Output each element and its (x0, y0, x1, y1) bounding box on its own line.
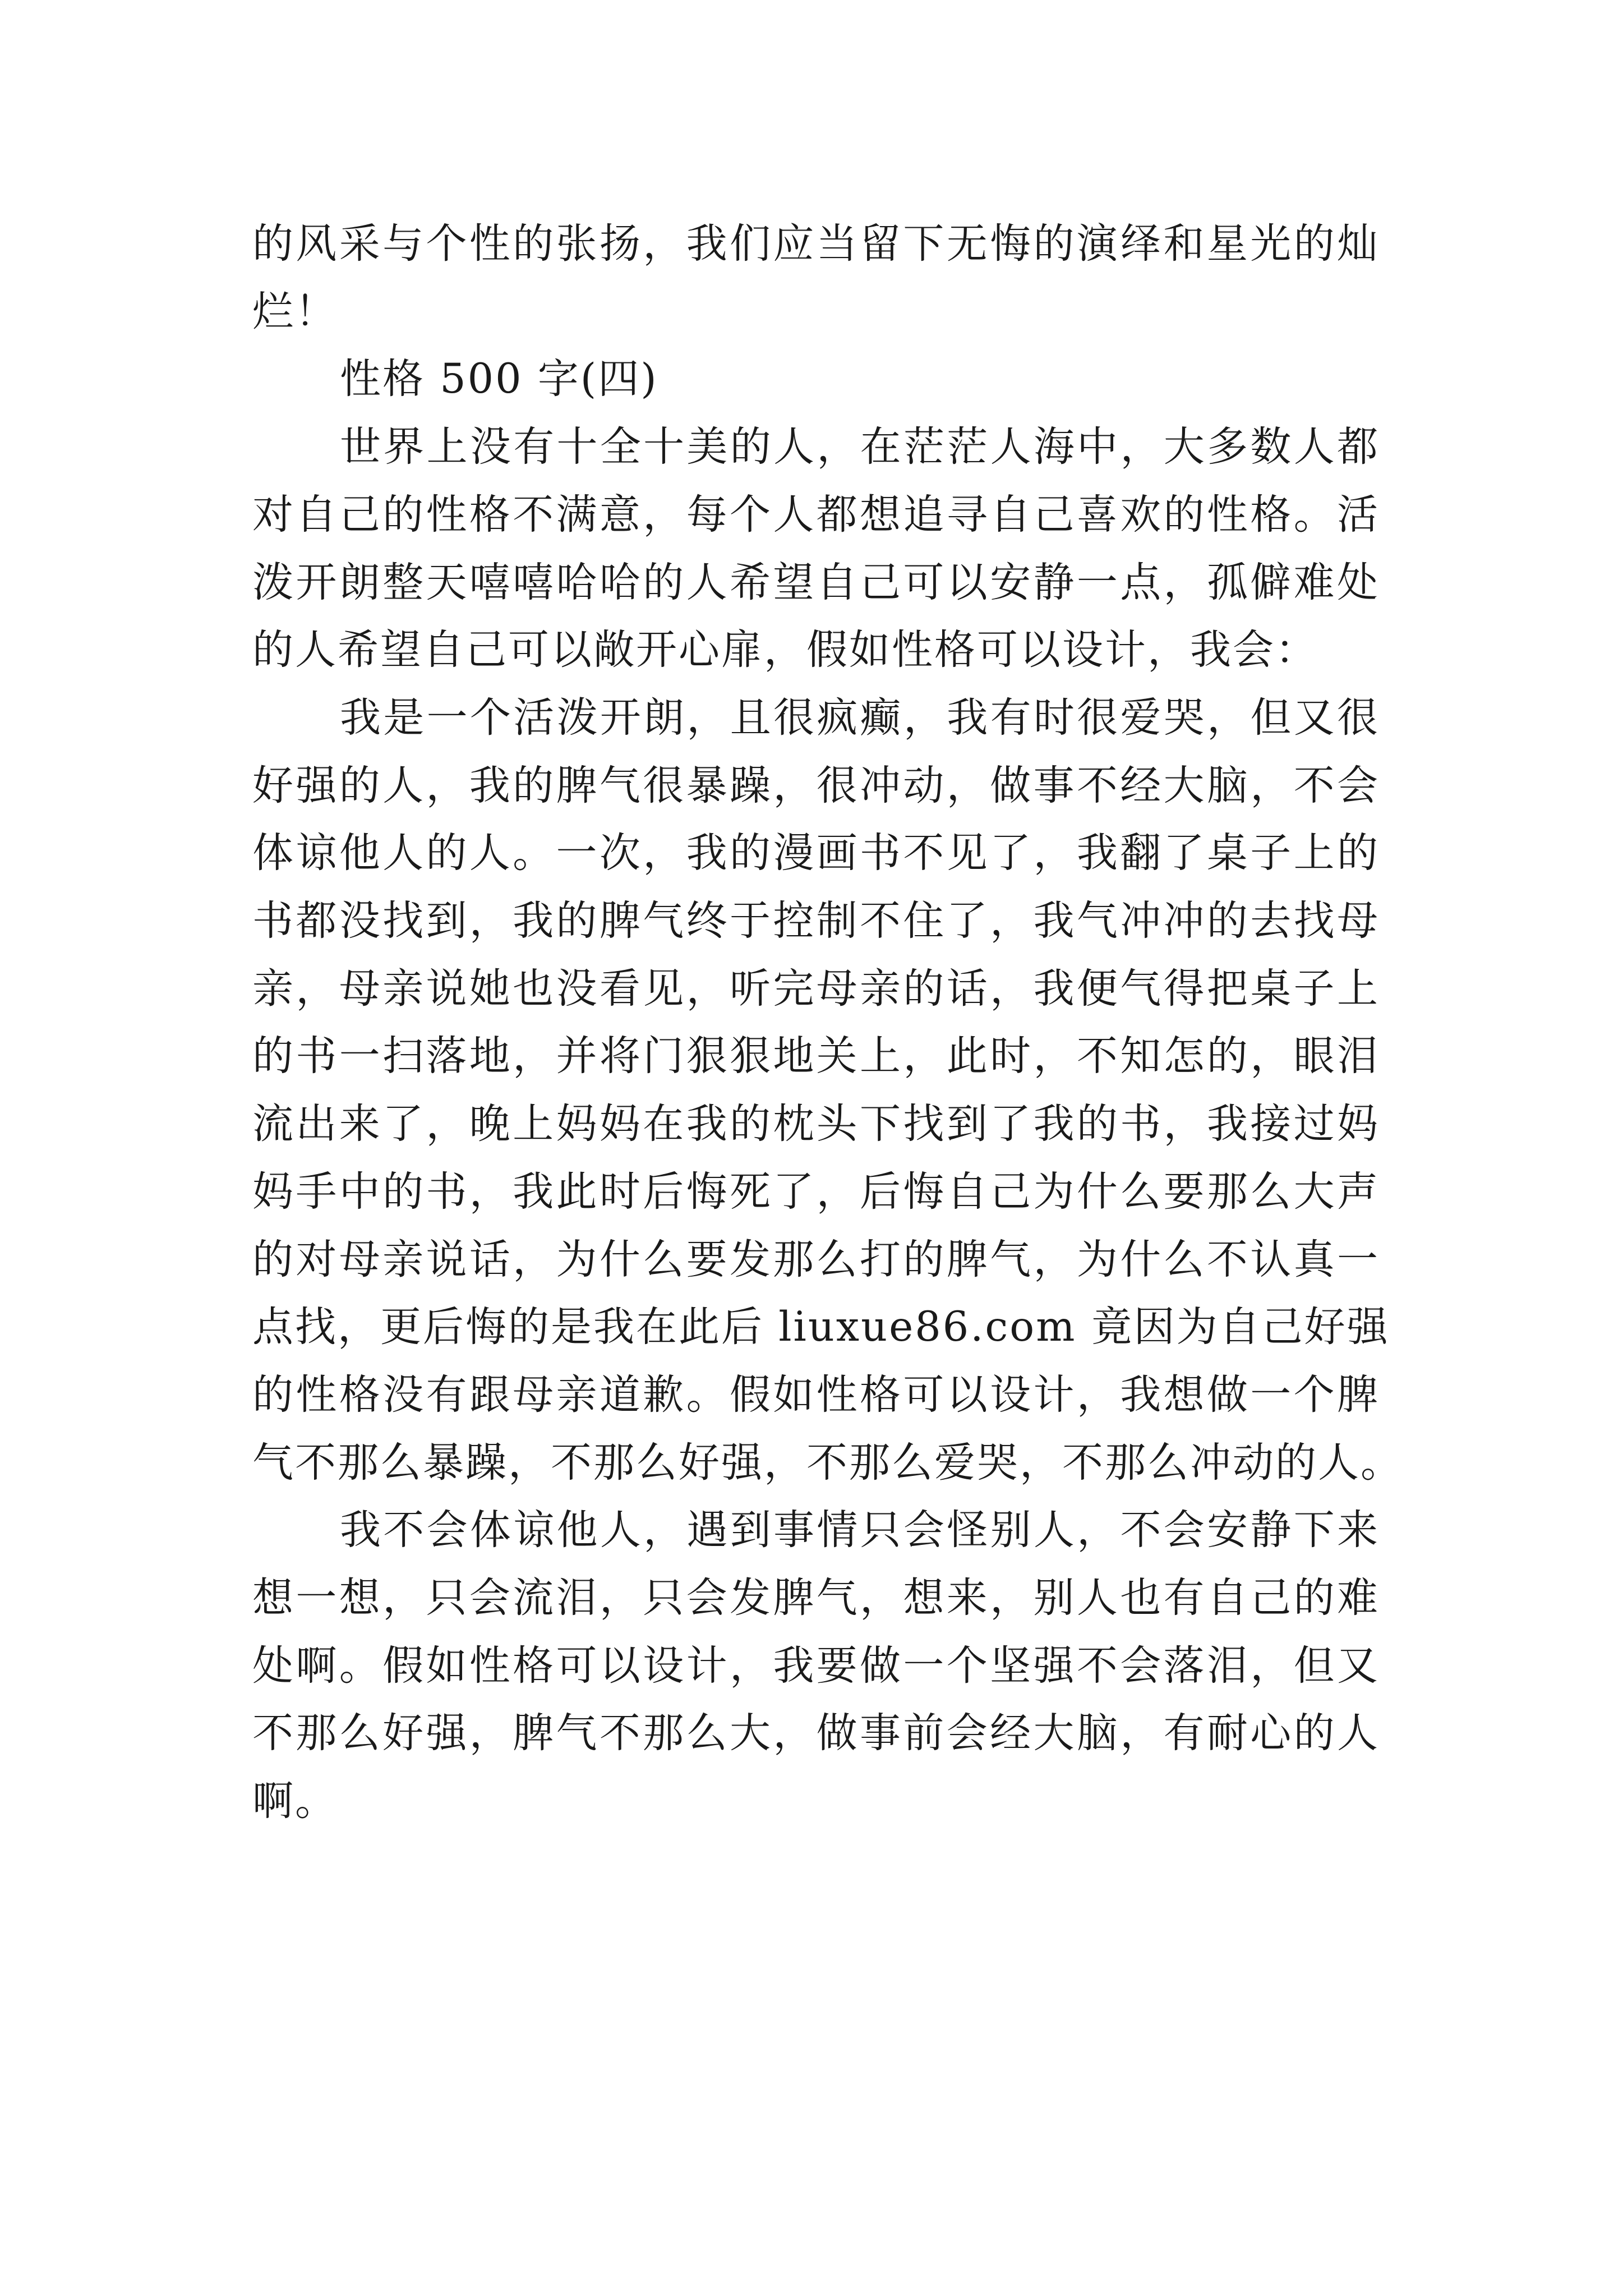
text-line: 书都没找到，我的脾气终于控制不住了，我气冲冲的去找母 (252, 897, 1380, 945)
text-line: 我是一个活泼开朗，且很疯癫，我有时很爱哭，但又很 (340, 693, 1380, 742)
text-line: 的对母亲说话，为什么要发那么打的脾气，为什么不认真一 (252, 1235, 1380, 1283)
text-line: 亲，母亲说她也没看见，听完母亲的话，我便气得把桌子上 (252, 964, 1380, 1013)
text-line: 流出来了，晚上妈妈在我的枕头下找到了我的书，我接过妈 (252, 1100, 1380, 1148)
text-line: 的书一扫落地，并将门狠狠地关上，此时，不知怎的，眼泪 (252, 1032, 1380, 1080)
text-line: 的风采与个性的张扬，我们应当留下无悔的演绎和星光的灿 (252, 220, 1380, 268)
text-line: 泼开朗整天嘻嘻哈哈的人希望自己可以安静一点，孤僻难处 (252, 558, 1380, 606)
section-heading (252, 346, 1380, 413)
paragraph-4 (252, 1497, 1380, 1835)
text-line: 想一想，只会流泪，只会发脾气，想来，别人也有自己的难 (252, 1574, 1380, 1622)
paragraph-3 (252, 684, 1403, 1497)
text-line: 的人希望自己可以敞开心扉，假如性格可以设计，我会： (252, 626, 1318, 674)
document-page (252, 210, 1403, 1835)
text-line: 妈手中的书，我此时后悔死了，后悔自己为什么要那么大声 (252, 1167, 1380, 1216)
text-line: 点找，更后悔的是我在此后 liuxue86.com 竟因为自己好强 (252, 1303, 1390, 1351)
text-line: 气不那么暴躁，不那么好强，不那么爱哭，不那么冲动的人。 (252, 1438, 1403, 1487)
text-line: 好强的人，我的脾气很暴躁，很冲动，做事不经大脑，不会 (252, 761, 1380, 809)
text-line: 的性格没有跟母亲道歉。假如性格可以设计，我想做一个脾 (252, 1370, 1380, 1419)
text-line: 处啊。假如性格可以设计，我要做一个坚强不会落泪，但又 (252, 1641, 1380, 1690)
text-line: 烂！ (252, 287, 338, 335)
paragraph-2 (252, 413, 1380, 684)
text-line: 啊。 (252, 1777, 338, 1825)
text-line: 体谅他人的人。一次，我的漫画书不见了，我翻了桌子上的 (252, 829, 1380, 877)
text-line: 对自己的性格不满意，每个人都想追寻自己喜欢的性格。活 (252, 490, 1380, 539)
text-line: 不那么好强，脾气不那么大，做事前会经大脑，有耐心的人 (252, 1709, 1380, 1757)
text-line: 我不会体谅他人，遇到事情只会怪别人，不会安静下来 (340, 1506, 1380, 1554)
text-line: 世界上没有十全十美的人，在茫茫人海中，大多数人都 (340, 423, 1380, 471)
paragraph-1 (252, 210, 1380, 346)
heading-text: 性格 500 字(四) (340, 355, 658, 403)
